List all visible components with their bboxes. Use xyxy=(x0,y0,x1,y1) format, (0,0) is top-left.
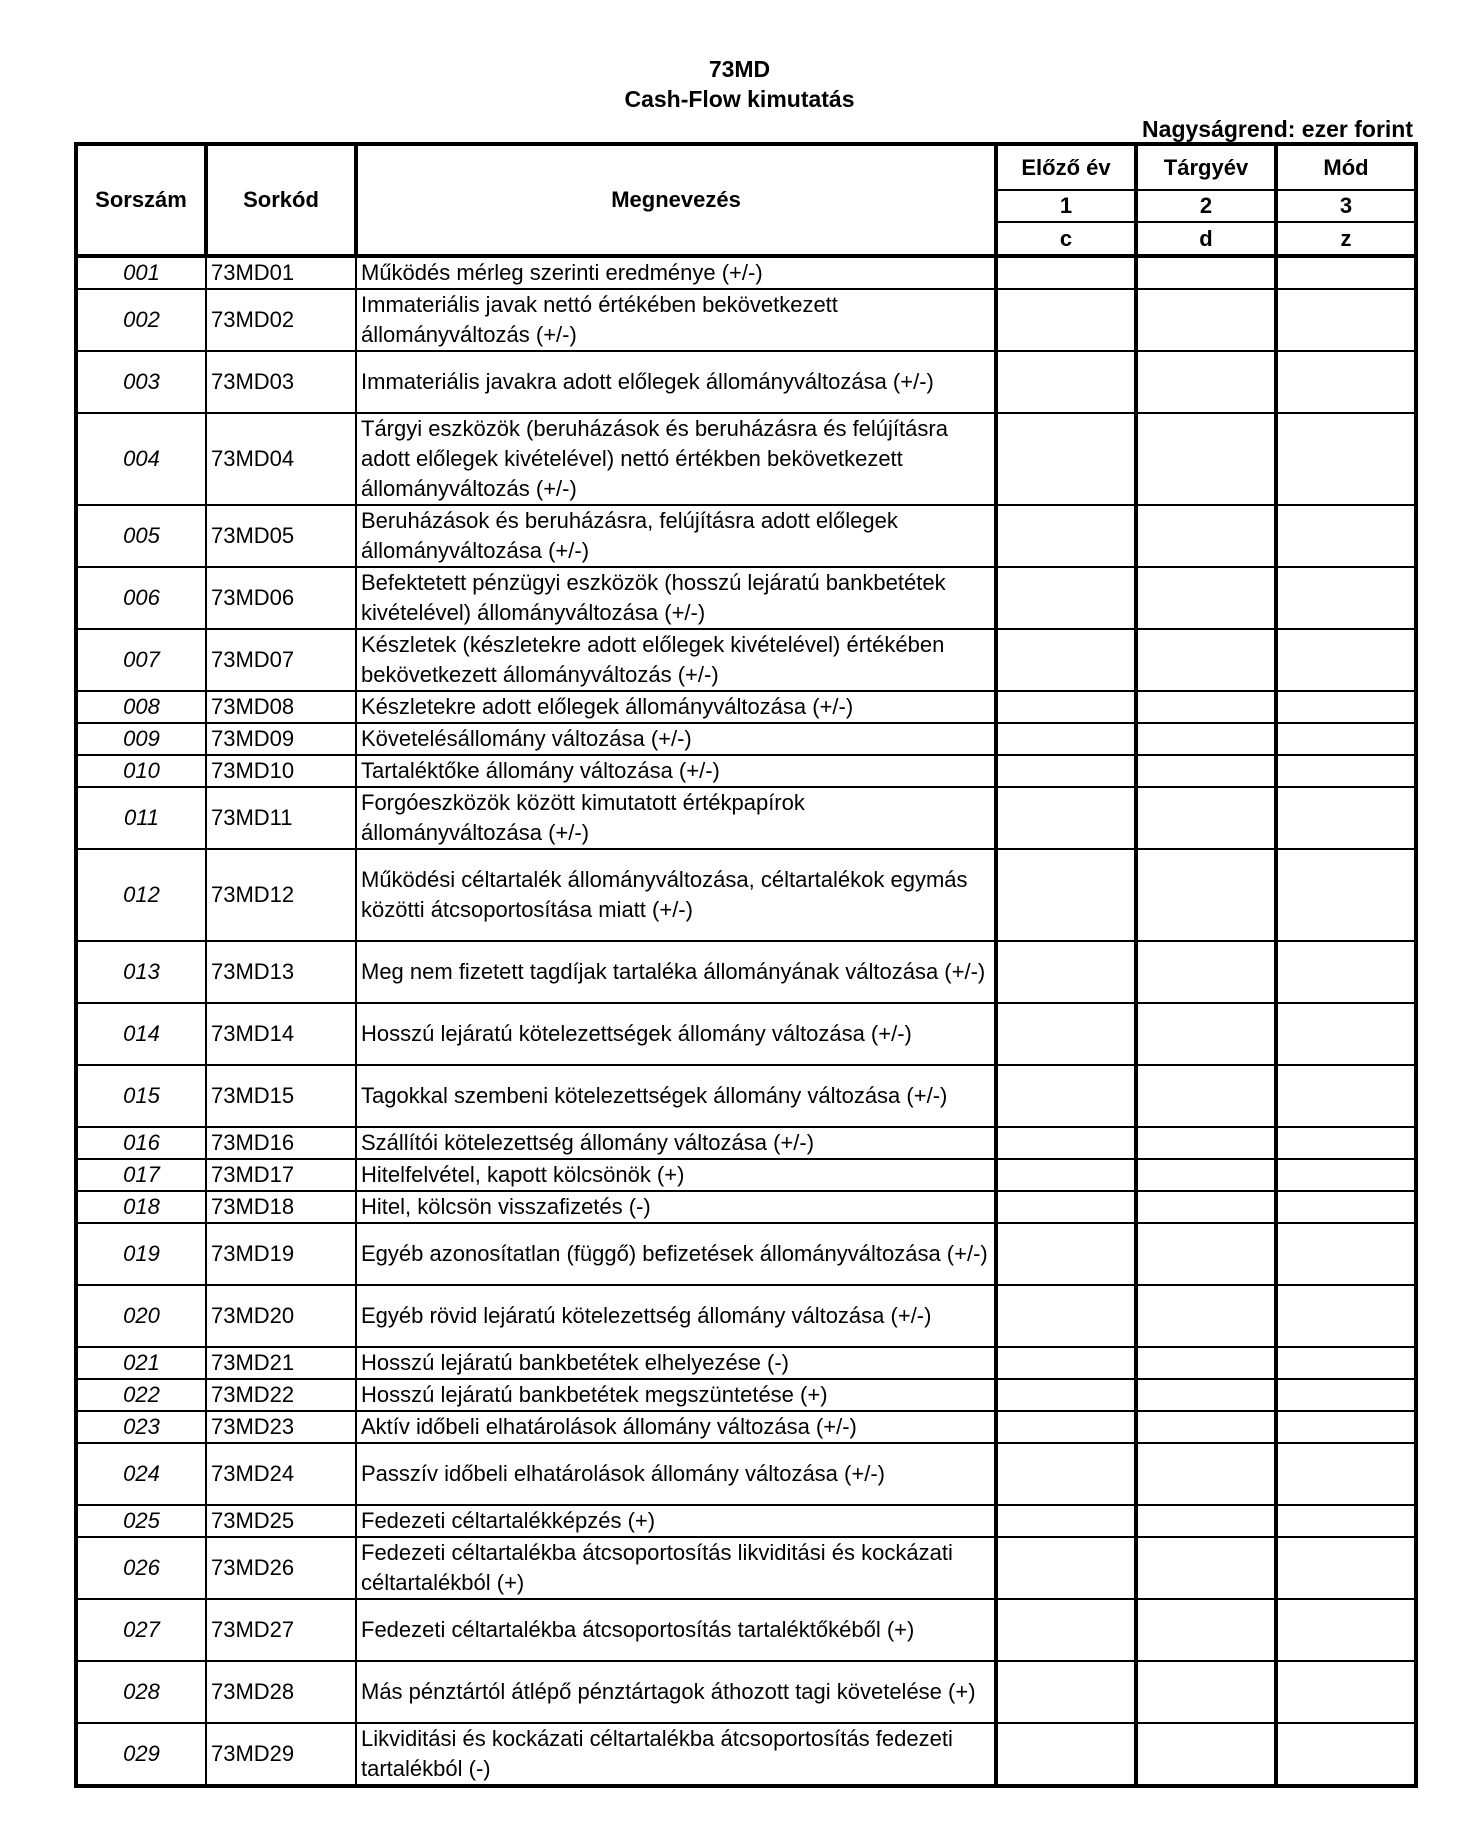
table-row xyxy=(76,755,1416,787)
value-targyev[interactable] xyxy=(1136,755,1276,787)
table-row xyxy=(76,1127,1416,1159)
table-row xyxy=(76,1411,1416,1443)
row-number: 028 xyxy=(76,1661,206,1723)
row-code: 73MD22 xyxy=(206,1379,356,1411)
table-row xyxy=(76,1661,1416,1723)
row-description: Hitelfelvétel, kapott kölcsönök (+) xyxy=(356,1159,996,1191)
col-header-megnevezes: Megnevezés xyxy=(356,144,996,256)
table-row xyxy=(76,941,1416,1003)
row-description: Forgóeszközök között kimutatott értékpapírok állományváltozása (+/-) xyxy=(356,787,996,849)
value-elozo-ev[interactable] xyxy=(996,413,1136,505)
row-code: 73MD06 xyxy=(206,567,356,629)
row-description: Egyéb rövid lejáratú kötelezettség állomány változása (+/-) xyxy=(356,1285,996,1347)
value-elozo-ev[interactable] xyxy=(996,289,1136,351)
row-code: 73MD01 xyxy=(206,256,356,289)
value-mod[interactable] xyxy=(1276,1411,1416,1443)
value-targyev[interactable] xyxy=(1136,1223,1276,1285)
row-code: 73MD03 xyxy=(206,351,356,413)
row-description: Hosszú lejáratú bankbetétek elhelyezése (-) xyxy=(356,1347,996,1379)
col-letter-d: d xyxy=(1136,222,1276,256)
value-mod[interactable] xyxy=(1276,1443,1416,1505)
value-elozo-ev[interactable] xyxy=(996,505,1136,567)
row-code: 73MD18 xyxy=(206,1191,356,1223)
row-code: 73MD28 xyxy=(206,1661,356,1723)
value-mod[interactable] xyxy=(1276,755,1416,787)
value-mod[interactable] xyxy=(1276,723,1416,755)
row-description: Befektetett pénzügyi eszközök (hosszú lejáratú bankbetétek kivételével) állományváltozása (+/-) xyxy=(356,567,996,629)
row-description: Más pénztártól átlépő pénztártagok áthozott tagi követelése (+) xyxy=(356,1661,996,1723)
row-code: 73MD02 xyxy=(206,289,356,351)
table-row xyxy=(76,1285,1416,1347)
value-targyev[interactable] xyxy=(1136,849,1276,941)
row-code: 73MD19 xyxy=(206,1223,356,1285)
value-targyev[interactable] xyxy=(1136,1191,1276,1223)
value-elozo-ev[interactable] xyxy=(996,1723,1136,1786)
col-index-2: 2 xyxy=(1136,190,1276,222)
table-row xyxy=(76,691,1416,723)
row-code: 73MD20 xyxy=(206,1285,356,1347)
row-description: Tárgyi eszközök (beruházások és beruházásra és felújításra adott előlegek kivételével) nettó értékben bekövetkezett állományváltozás (+/-) xyxy=(356,413,996,505)
value-targyev[interactable] xyxy=(1136,567,1276,629)
col-header-elozo-ev: Előző év xyxy=(996,144,1136,190)
value-targyev[interactable] xyxy=(1136,289,1276,351)
row-code: 73MD25 xyxy=(206,1505,356,1537)
value-targyev[interactable] xyxy=(1136,1411,1276,1443)
value-elozo-ev[interactable] xyxy=(996,567,1136,629)
value-mod[interactable] xyxy=(1276,1003,1416,1065)
row-number: 026 xyxy=(76,1537,206,1599)
row-description: Tagokkal szembeni kötelezettségek állomány változása (+/-) xyxy=(356,1065,996,1127)
value-mod[interactable] xyxy=(1276,413,1416,505)
value-elozo-ev[interactable] xyxy=(996,1191,1136,1223)
table-row xyxy=(76,567,1416,629)
row-number: 012 xyxy=(76,849,206,941)
value-mod[interactable] xyxy=(1276,849,1416,941)
row-description: Egyéb azonosítatlan (függő) befizetések állományváltozása (+/-) xyxy=(356,1223,996,1285)
row-description: Működési céltartalék állományváltozása, céltartalékok egymás közötti átcsoportosítása miatt (+/-) xyxy=(356,849,996,941)
row-code: 73MD17 xyxy=(206,1159,356,1191)
row-number: 008 xyxy=(76,691,206,723)
table-row xyxy=(76,1443,1416,1505)
row-number: 022 xyxy=(76,1379,206,1411)
value-mod[interactable] xyxy=(1276,1661,1416,1723)
row-description: Immateriális javakra adott előlegek állományváltozása (+/-) xyxy=(356,351,996,413)
row-number: 015 xyxy=(76,1065,206,1127)
row-description: Fedezeti céltartalékba átcsoportosítás tartaléktőkéből (+) xyxy=(356,1599,996,1661)
value-targyev[interactable] xyxy=(1136,723,1276,755)
value-targyev[interactable] xyxy=(1136,351,1276,413)
value-targyev[interactable] xyxy=(1136,1159,1276,1191)
value-targyev[interactable] xyxy=(1136,1347,1276,1379)
value-elozo-ev[interactable] xyxy=(996,1505,1136,1537)
value-mod[interactable] xyxy=(1276,505,1416,567)
row-description: Likviditási és kockázati céltartalékba átcsoportosítás fedezeti tartalékból (-) xyxy=(356,1723,996,1786)
value-mod[interactable] xyxy=(1276,567,1416,629)
row-code: 73MD23 xyxy=(206,1411,356,1443)
value-elozo-ev[interactable] xyxy=(996,1285,1136,1347)
row-number: 023 xyxy=(76,1411,206,1443)
value-mod[interactable] xyxy=(1276,1599,1416,1661)
row-number: 014 xyxy=(76,1003,206,1065)
col-header-targyev: Tárgyév xyxy=(1136,144,1276,190)
row-code: 73MD16 xyxy=(206,1127,356,1159)
row-code: 73MD11 xyxy=(206,787,356,849)
table-row xyxy=(76,787,1416,849)
value-elozo-ev[interactable] xyxy=(996,1347,1136,1379)
value-mod[interactable] xyxy=(1276,1379,1416,1411)
value-elozo-ev[interactable] xyxy=(996,787,1136,849)
row-number: 025 xyxy=(76,1505,206,1537)
value-elozo-ev[interactable] xyxy=(996,941,1136,1003)
row-number: 005 xyxy=(76,505,206,567)
row-description: Passzív időbeli elhatárolások állomány változása (+/-) xyxy=(356,1443,996,1505)
value-elozo-ev[interactable] xyxy=(996,1599,1136,1661)
row-code: 73MD10 xyxy=(206,755,356,787)
value-targyev[interactable] xyxy=(1136,1723,1276,1786)
row-number: 006 xyxy=(76,567,206,629)
row-code: 73MD08 xyxy=(206,691,356,723)
value-elozo-ev[interactable] xyxy=(996,1411,1136,1443)
row-number: 018 xyxy=(76,1191,206,1223)
row-code: 73MD24 xyxy=(206,1443,356,1505)
value-targyev[interactable] xyxy=(1136,413,1276,505)
value-elozo-ev[interactable] xyxy=(996,1661,1136,1723)
table-row xyxy=(76,723,1416,755)
row-description: Hitel, kölcsön visszafizetés (-) xyxy=(356,1191,996,1223)
value-mod[interactable] xyxy=(1276,1191,1416,1223)
value-mod[interactable] xyxy=(1276,351,1416,413)
value-elozo-ev[interactable] xyxy=(996,723,1136,755)
value-elozo-ev[interactable] xyxy=(996,1003,1136,1065)
row-description: Fedezeti céltartalékképzés (+) xyxy=(356,1505,996,1537)
row-description: Meg nem fizetett tagdíjak tartaléka állományának változása (+/-) xyxy=(356,941,996,1003)
row-code: 73MD27 xyxy=(206,1599,356,1661)
value-mod[interactable] xyxy=(1276,1065,1416,1127)
row-code: 73MD13 xyxy=(206,941,356,1003)
row-number: 016 xyxy=(76,1127,206,1159)
row-code: 73MD04 xyxy=(206,413,356,505)
value-targyev[interactable] xyxy=(1136,1379,1276,1411)
row-description: Hosszú lejáratú kötelezettségek állomány változása (+/-) xyxy=(356,1003,996,1065)
table-row xyxy=(76,289,1416,351)
table-row xyxy=(76,1159,1416,1191)
row-description: Készletekre adott előlegek állományváltozása (+/-) xyxy=(356,691,996,723)
value-targyev[interactable] xyxy=(1136,1537,1276,1599)
value-mod[interactable] xyxy=(1276,787,1416,849)
table-row xyxy=(76,351,1416,413)
row-code: 73MD21 xyxy=(206,1347,356,1379)
row-number: 017 xyxy=(76,1159,206,1191)
row-description: Szállítói kötelezettség állomány változása (+/-) xyxy=(356,1127,996,1159)
col-index-1: 1 xyxy=(996,190,1136,222)
value-elozo-ev[interactable] xyxy=(996,1379,1136,1411)
col-header-sorkod: Sorkód xyxy=(206,144,356,256)
value-mod[interactable] xyxy=(1276,256,1416,289)
row-number: 007 xyxy=(76,629,206,691)
row-number: 010 xyxy=(76,755,206,787)
row-number: 009 xyxy=(76,723,206,755)
value-targyev[interactable] xyxy=(1136,1505,1276,1537)
value-elozo-ev[interactable] xyxy=(996,629,1136,691)
value-targyev[interactable] xyxy=(1136,691,1276,723)
value-mod[interactable] xyxy=(1276,289,1416,351)
row-description: Beruházások és beruházásra, felújításra adott előlegek állományváltozása (+/-) xyxy=(356,505,996,567)
table-row xyxy=(76,505,1416,567)
row-number: 002 xyxy=(76,289,206,351)
col-header-sorszam: Sorszám xyxy=(76,144,206,256)
row-description: Készletek (készletekre adott előlegek kivételével) értékében bekövetkezett állományváltozás (+/-) xyxy=(356,629,996,691)
value-elozo-ev[interactable] xyxy=(996,849,1136,941)
value-targyev[interactable] xyxy=(1136,256,1276,289)
value-targyev[interactable] xyxy=(1136,1065,1276,1127)
value-mod[interactable] xyxy=(1276,1285,1416,1347)
value-mod[interactable] xyxy=(1276,1223,1416,1285)
table-row xyxy=(76,256,1416,289)
value-elozo-ev[interactable] xyxy=(996,1223,1136,1285)
row-number: 001 xyxy=(76,256,206,289)
row-number: 020 xyxy=(76,1285,206,1347)
row-number: 003 xyxy=(76,351,206,413)
table-row xyxy=(76,849,1416,941)
table-row xyxy=(76,1003,1416,1065)
table-row xyxy=(76,1537,1416,1599)
table-row xyxy=(76,1347,1416,1379)
row-description: Immateriális javak nettó értékében bekövetkezett állományváltozás (+/-) xyxy=(356,289,996,351)
value-targyev[interactable] xyxy=(1136,1127,1276,1159)
value-targyev[interactable] xyxy=(1136,1599,1276,1661)
value-targyev[interactable] xyxy=(1136,629,1276,691)
row-number: 011 xyxy=(76,787,206,849)
row-number: 019 xyxy=(76,1223,206,1285)
table-row xyxy=(76,1223,1416,1285)
row-code: 73MD07 xyxy=(206,629,356,691)
value-elozo-ev[interactable] xyxy=(996,1127,1136,1159)
table-row xyxy=(76,1599,1416,1661)
value-targyev[interactable] xyxy=(1136,787,1276,849)
value-targyev[interactable] xyxy=(1136,505,1276,567)
row-number: 004 xyxy=(76,413,206,505)
table-row xyxy=(76,1065,1416,1127)
row-code: 73MD12 xyxy=(206,849,356,941)
row-code: 73MD14 xyxy=(206,1003,356,1065)
table-row xyxy=(76,1723,1416,1786)
row-number: 013 xyxy=(76,941,206,1003)
value-targyev[interactable] xyxy=(1136,1443,1276,1505)
value-targyev[interactable] xyxy=(1136,1003,1276,1065)
value-elozo-ev[interactable] xyxy=(996,1065,1136,1127)
row-number: 021 xyxy=(76,1347,206,1379)
row-number: 027 xyxy=(76,1599,206,1661)
row-number: 029 xyxy=(76,1723,206,1786)
row-description: Fedezeti céltartalékba átcsoportosítás likviditási és kockázati céltartalékból (+) xyxy=(356,1537,996,1599)
row-code: 73MD29 xyxy=(206,1723,356,1786)
row-code: 73MD26 xyxy=(206,1537,356,1599)
value-mod[interactable] xyxy=(1276,629,1416,691)
cash-flow-table xyxy=(74,142,1418,1788)
row-description: Működés mérleg szerinti eredménye (+/-) xyxy=(356,256,996,289)
value-elozo-ev[interactable] xyxy=(996,1537,1136,1599)
value-mod[interactable] xyxy=(1276,1127,1416,1159)
value-targyev[interactable] xyxy=(1136,1661,1276,1723)
row-number: 024 xyxy=(76,1443,206,1505)
value-mod[interactable] xyxy=(1276,1505,1416,1537)
report-code: 73MD xyxy=(708,56,771,82)
value-elozo-ev[interactable] xyxy=(996,691,1136,723)
row-code: 73MD15 xyxy=(206,1065,356,1127)
unit-label: Nagyságrend: ezer forint xyxy=(1142,116,1413,142)
row-description: Aktív időbeli elhatárolások állomány változása (+/-) xyxy=(356,1411,996,1443)
value-mod[interactable] xyxy=(1276,941,1416,1003)
row-code: 73MD05 xyxy=(206,505,356,567)
col-index-3: 3 xyxy=(1276,190,1416,222)
row-description: Tartaléktőke állomány változása (+/-) xyxy=(356,755,996,787)
value-mod[interactable] xyxy=(1276,1159,1416,1191)
value-elozo-ev[interactable] xyxy=(996,1443,1136,1505)
value-mod[interactable] xyxy=(1276,1537,1416,1599)
report-title: Cash-Flow kimutatás xyxy=(624,86,855,112)
row-description: Hosszú lejáratú bankbetétek megszüntetése (+) xyxy=(356,1379,996,1411)
row-code: 73MD09 xyxy=(206,723,356,755)
value-mod[interactable] xyxy=(1276,1347,1416,1379)
value-elozo-ev[interactable] xyxy=(996,256,1136,289)
value-elozo-ev[interactable] xyxy=(996,1159,1136,1191)
value-targyev[interactable] xyxy=(1136,1285,1276,1347)
table-row xyxy=(76,1379,1416,1411)
table-row xyxy=(76,1505,1416,1537)
col-letter-z: z xyxy=(1276,222,1416,256)
value-mod[interactable] xyxy=(1276,1723,1416,1786)
value-mod[interactable] xyxy=(1276,691,1416,723)
table-body xyxy=(76,256,1416,1786)
col-letter-c: c xyxy=(996,222,1136,256)
value-elozo-ev[interactable] xyxy=(996,351,1136,413)
row-description: Követelésállomány változása (+/-) xyxy=(356,723,996,755)
col-header-mod: Mód xyxy=(1276,144,1416,190)
table-row xyxy=(76,629,1416,691)
table-row xyxy=(76,1191,1416,1223)
value-elozo-ev[interactable] xyxy=(996,755,1136,787)
value-targyev[interactable] xyxy=(1136,941,1276,1003)
table-row xyxy=(76,413,1416,505)
